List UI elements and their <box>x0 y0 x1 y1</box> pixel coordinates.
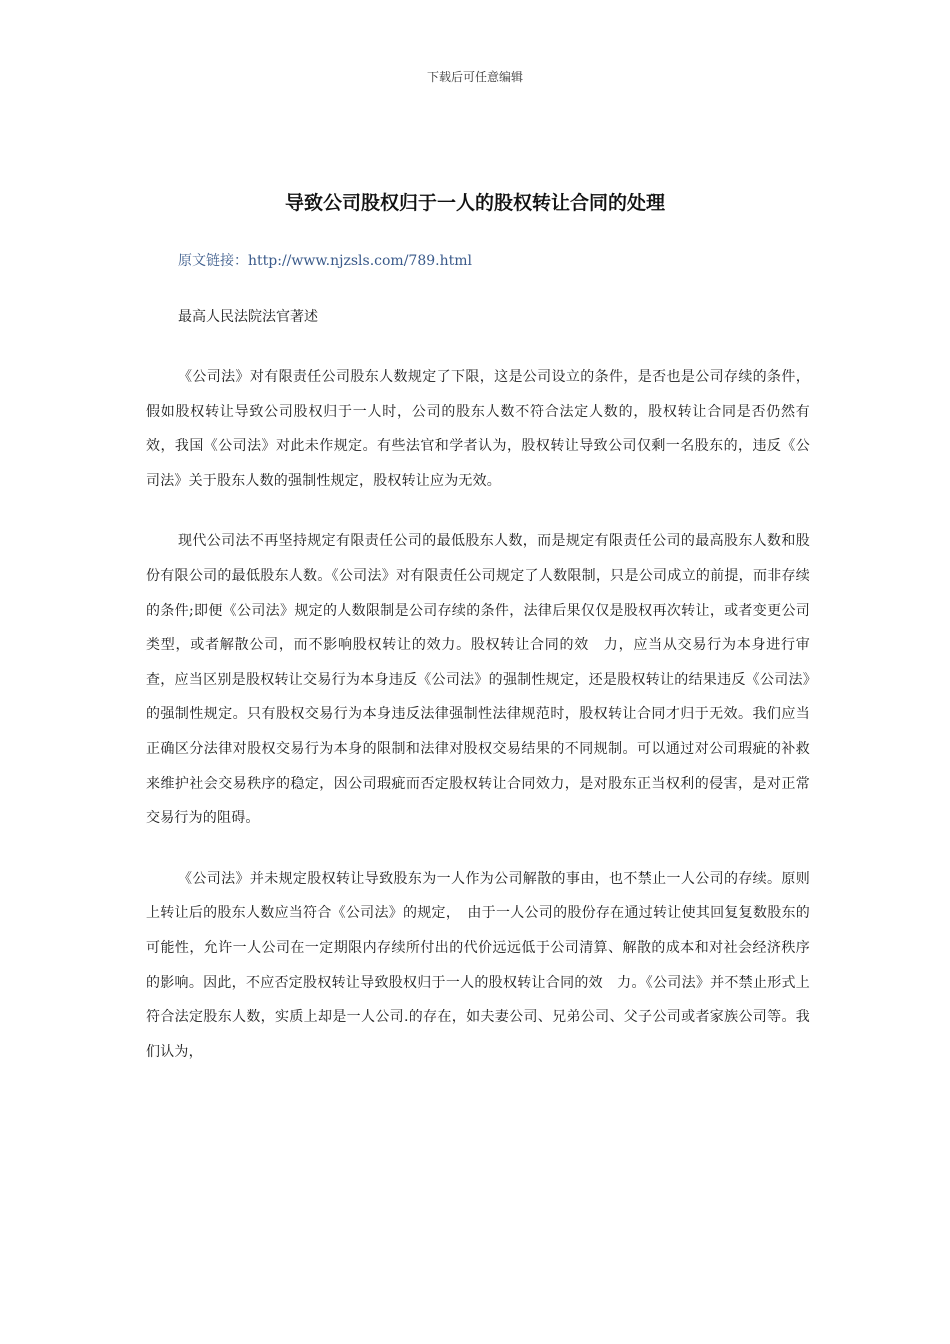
source-link-label: 原文链接： <box>178 253 248 269</box>
header-note: 下载后可任意编辑 <box>426 70 523 84</box>
document-title: 导致公司股权归于一人的股权转让合同的处理 <box>284 192 665 214</box>
source-link-line <box>178 250 472 270</box>
paragraph-1: 《公司法》对有限责任公司股东人数规定了下限，这是公司设立的条件，是否也是公司存续的条件，假如股权转让导致公司股权归于一人时，公司的股东人数不符合法定人数的，股权转让合同是否仍然有效，我国《公司法》对此未作规定。有些法官和学者认为，股权转让导致公司仅剩一名股东的，违反《公司法》关于股东人数的强制性规定，股权转让应为无效。 <box>146 369 810 489</box>
paragraph-2: 现代公司法不再坚持规定有限责任公司的最低股东人数，而是规定有限责任公司的最高股东人数和股份有限公司的最低股东人数。《公司法》对有限责任公司规定了人数限制，只是公司成立的前提，而非存续的条件;即便《公司法》规定的人数限制是公司存续的条件，法律后果仅仅是股权再次转让，或者变更公司类型，或者解散公司，而不影响股权转让的效力。股权转让合同的效 力，应当从交易行为本身进行审查，应当区别是股权转让交易行为本身违反《公司法》的强制性规定，还是股权转让的结果违反《公司法》的强制性规定。只有股权交易行为本身违反法律强制性法律规范时，股权转让合同才归于无效。我们应当正确区分法律对股权交易行为本身的限制和法律对股权交易结果的不同规制。可以通过对公司瑕疵的补救来维护社会交易秩序的稳定，因公司瑕疵而否定股权转让合同效力，是对股东正当权利的侵害，是对正常交易行为的阻碍。 <box>146 533 810 827</box>
paragraph-3: 《公司法》并未规定股权转让导致股东为一人作为公司解散的事由，也不禁止一人公司的存续。原则上转让后的股东人数应当符合《公司法》的规定， 由于一人公司的股份存在通过转让使其回复复数股东的可能性，允许一人公司在一定期限内存续所付出的代价远远低于公司清算、解散的成本和对社会经济秩序的影响。因此，不应否定股权转让导致股权归于一人的股权转让合同的效 力。《公司法》并不禁止形式上符合法定股东人数，实质上却是一人公司.的存在，如夫妻公司、兄弟公司、父子公司或者家族公司等。我们认为， <box>146 870 810 1060</box>
author-line: 最高人民法院法官著述 <box>178 309 318 325</box>
source-link[interactable]: http://www.njzsls.com/789.html <box>248 253 472 269</box>
document-body <box>146 360 810 1095</box>
